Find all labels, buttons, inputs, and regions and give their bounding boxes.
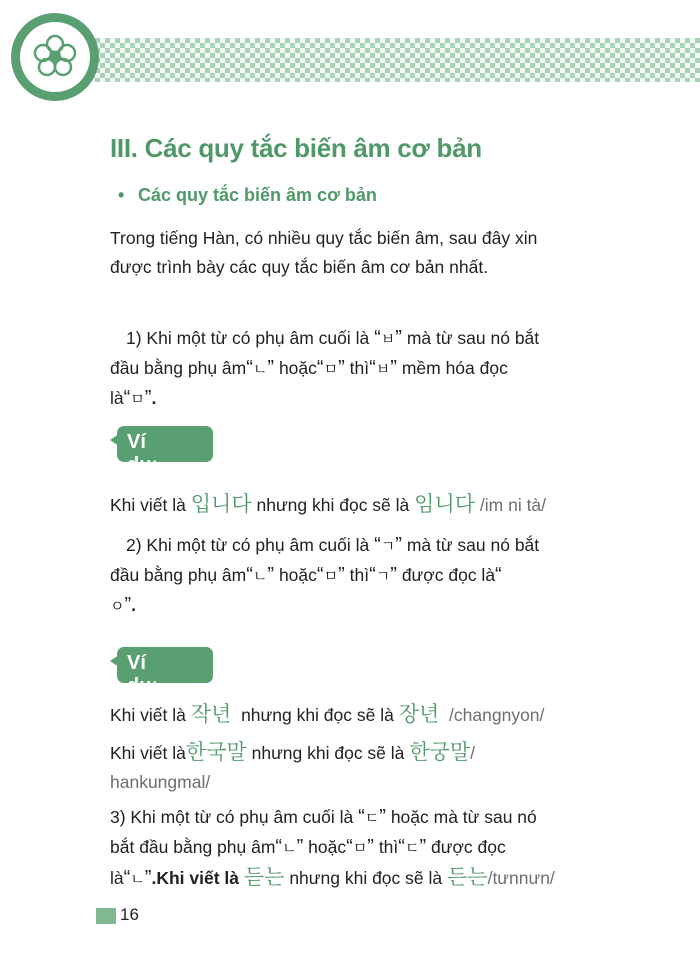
korean-word: 작년	[190, 702, 232, 726]
example-2: Khi viết là 작년 nhưng khi đọc sẽ là 장년 /changnyon/	[110, 702, 545, 726]
rule-2	[110, 531, 602, 621]
example-3-line-1: Khi viết là한국말 nhưng khi đọc sẽ là 한궁말/	[110, 740, 476, 764]
rule-3-line-2: bắt đầu bằng phụ âm“ㄴ” hoặc“ㅁ” thì“ㄷ” được đọc	[110, 836, 506, 858]
rule-1-line-2: đầu bằng phụ âm“ㄴ” hoặc“ㅁ” thì“ㅂ” mềm hóa đọc	[110, 357, 508, 379]
hangul-jamo: ㅁ	[323, 360, 339, 378]
romanization: /	[470, 743, 476, 763]
hangul-jamo: ㄴ	[130, 870, 145, 888]
rule-3-line-3: là“ㄴ”.Khi viết là 듣는 nhưng khi đọc sẽ là 든는/tưnnưn/	[110, 865, 555, 889]
hangul-jamo: ㅇ	[110, 597, 125, 615]
flower-icon	[24, 26, 86, 88]
korean-word: 임니다	[414, 492, 476, 516]
hangul-jamo: ㄱ	[375, 567, 391, 585]
rule-2-line-1: 2) Khi một từ có phụ âm cuối là “ㄱ” mà từ sau nó bắt	[126, 534, 540, 556]
korean-word: 한궁말	[409, 740, 471, 764]
page-number: 16	[120, 905, 139, 924]
rule-1-line-3: là“ㅁ”.	[110, 387, 157, 409]
hangul-jamo: ㅁ	[323, 567, 339, 585]
section-title: III. Các quy tắc biến âm cơ bản	[110, 133, 482, 163]
rule-2-line-2: đầu bằng phụ âm“ㄴ” hoặc“ㅁ” thì“ㄱ” được đọc là“	[110, 564, 502, 586]
header-pattern-band	[70, 38, 700, 82]
korean-word: 든는	[447, 865, 488, 889]
hangul-jamo: ㄷ	[364, 809, 380, 827]
page-number-marker	[96, 908, 116, 924]
example-label-text: Ví dụ:	[127, 431, 159, 476]
subheading	[118, 185, 377, 206]
hangul-jamo: ㄷ	[404, 839, 420, 857]
example-label-text: Ví dụ:	[127, 652, 159, 697]
example-3	[110, 738, 602, 797]
korean-word: 입니다	[190, 492, 252, 516]
hangul-jamo: ㄱ	[380, 537, 396, 555]
hangul-jamo: ㄴ	[252, 567, 268, 585]
example-1: Khi viết là 입니다 nhưng khi đọc sẽ là 임니다 /im ni tà/	[110, 492, 547, 516]
intro-paragraph	[110, 224, 602, 282]
romanization: /changnyon/	[449, 705, 545, 725]
rule-3-line-1: 3) Khi một từ có phụ âm cuối là “ㄷ” hoặc mà từ sau nó	[110, 806, 537, 828]
rule-1	[110, 324, 602, 414]
romanization: /im ni tà/	[479, 495, 547, 515]
korean-word: 듣는	[243, 865, 285, 889]
subheading-text: Các quy tắc biến âm cơ bản	[138, 185, 377, 205]
intro-line-1: Trong tiếng Hàn, có nhiều quy tắc biến âm, sau đây xin	[110, 228, 538, 248]
romanization: hankungmal/	[110, 772, 211, 792]
hangul-jamo: ㅁ	[130, 390, 145, 408]
hangul-jamo: ㄴ	[252, 360, 268, 378]
hangul-jamo: ㅂ	[380, 330, 396, 348]
rule-1-line-1: 1) Khi một từ có phụ âm cuối là “ㅂ” mà từ sau nó bắt	[126, 327, 540, 349]
intro-line-2: được trình bày các quy tắc biến âm cơ bản nhất.	[110, 257, 489, 277]
korean-word: 한국말	[185, 740, 247, 764]
hangul-jamo: ㄴ	[282, 839, 297, 857]
bullet: •	[118, 185, 125, 205]
romanization: /tưnnưn/	[487, 868, 555, 888]
chapter-logo	[11, 13, 99, 101]
hangul-jamo: ㅂ	[375, 360, 391, 378]
rule-3	[110, 803, 602, 894]
hangul-jamo: ㅁ	[352, 839, 368, 857]
rule-2-line-3: ㅇ”.	[110, 594, 137, 616]
example-3-line-2	[110, 768, 602, 797]
korean-word: 장년	[398, 702, 440, 726]
